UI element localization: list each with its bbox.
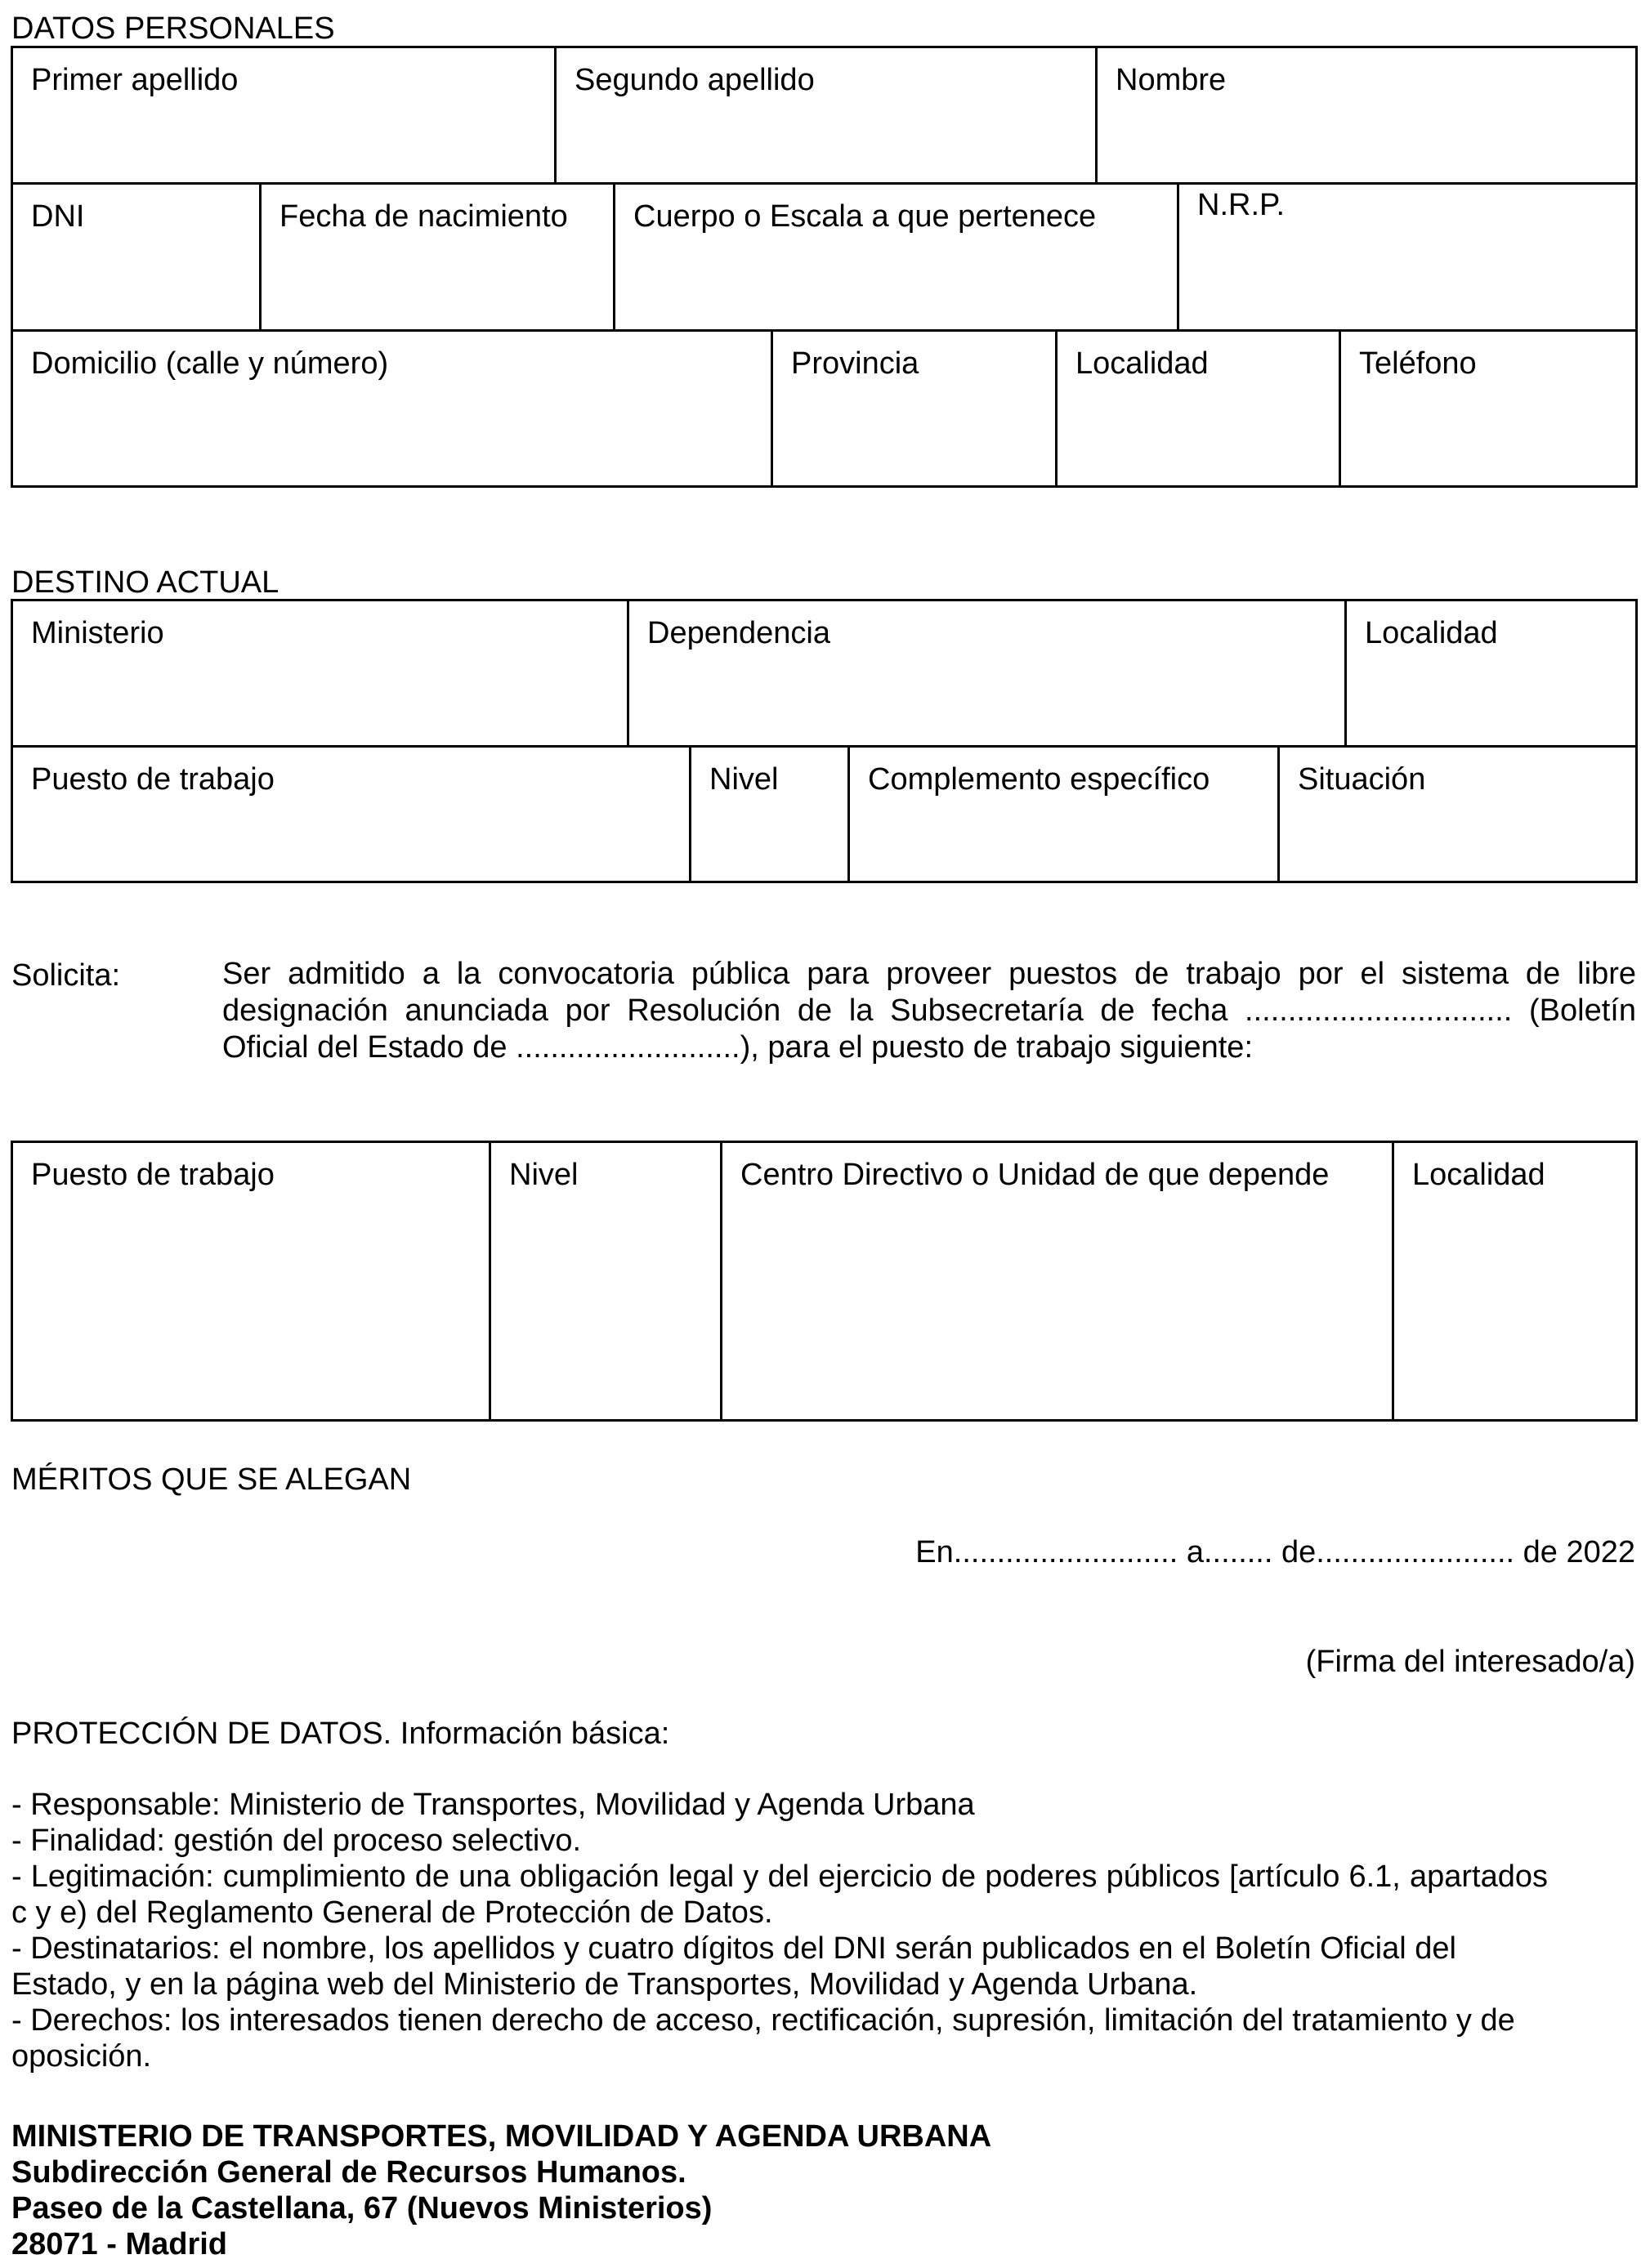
destino-actual-grid	[11, 599, 1638, 883]
field-localidad-destino[interactable]: Localidad	[1365, 616, 1498, 650]
section-title-datos-personales: DATOS PERSONALES	[11, 11, 335, 46]
proteccion-item-finalidad: - Finalidad: gestión del proceso selectivo.	[11, 1824, 582, 1858]
proteccion-item-derechos: - Derechos: los interesados tienen derecho de acceso, rectificación, supresión, limitación del tratamiento y de oposición.	[11, 2003, 1515, 2074]
footer-ciudad: 28071 - Madrid	[11, 2227, 227, 2261]
field-cuerpo-escala[interactable]: Cuerpo o Escala a que pertenece	[615, 185, 1179, 332]
datos-personales-grid	[11, 46, 1638, 488]
footer-ministerio: MINISTERIO DE TRANSPORTES, MOVILIDAD Y AGENDA URBANA	[11, 2119, 992, 2154]
lugar-fecha-line: En.......................... a........ de....................... de 2022	[915, 1535, 1635, 1569]
field-fecha-nacimiento[interactable]: Fecha de nacimiento	[262, 185, 615, 332]
field-complemento-especifico[interactable]: Complemento específico	[850, 748, 1280, 883]
field-nivel-actual[interactable]: Nivel	[691, 748, 850, 883]
proteccion-datos-list	[11, 1787, 1548, 2074]
field-nombre[interactable]: Nombre	[1116, 63, 1227, 97]
field-centro-directivo[interactable]: Centro Directivo o Unidad de que depende	[722, 1143, 1394, 1419]
field-dni[interactable]: DNI	[13, 185, 262, 332]
footer-address	[11, 2118, 991, 2262]
proteccion-datos-title: PROTECCIÓN DE DATOS. Información básica:	[11, 1717, 670, 1751]
datos-row-1	[13, 48, 1635, 182]
datos-row-3	[13, 329, 1635, 488]
destino-row-2	[13, 745, 1635, 883]
puesto-solicitado-grid	[11, 1141, 1638, 1422]
proteccion-item-responsable: - Responsable: Ministerio de Transportes, Movilidad y Agenda Urbana	[11, 1788, 975, 1822]
footer-direccion: Paseo de la Castellana, 67 (Nuevos Ministerios)	[11, 2191, 713, 2226]
field-nrp[interactable]: N.R.P.	[1197, 188, 1286, 222]
field-situacion[interactable]: Situación	[1298, 762, 1426, 797]
field-localidad[interactable]: Localidad	[1058, 332, 1341, 488]
field-localidad-solicitada[interactable]: Localidad	[1412, 1158, 1545, 1192]
field-domicilio[interactable]: Domicilio (calle y número)	[13, 332, 773, 488]
field-nivel-solicitado[interactable]: Nivel	[491, 1143, 722, 1419]
field-puesto-trabajo-solicitado[interactable]: Puesto de trabajo	[13, 1143, 491, 1419]
solicita-text: Ser admitido a la convocatoria pública para proveer puestos de trabajo por el sistema de libre designación anunciada por Resolución de la Subsecretaría de fecha ............................... (Boletín Oficial del Estado de ..........................), para el puesto de trabajo siguiente:	[222, 957, 1636, 1065]
section-title-destino-actual: DESTINO ACTUAL	[11, 565, 279, 600]
footer-subdireccion: Subdirección General de Recursos Humanos.	[11, 2155, 686, 2190]
datos-row-2	[13, 182, 1635, 332]
section-title-meritos: MÉRITOS QUE SE ALEGAN	[11, 1462, 412, 1497]
firma-label: (Firma del interesado/a)	[1305, 1645, 1635, 1679]
field-puesto-trabajo-actual[interactable]: Puesto de trabajo	[13, 748, 691, 883]
field-segundo-apellido[interactable]: Segundo apellido	[557, 48, 1098, 182]
proteccion-item-legitimacion: - Legitimación: cumplimiento de una obligación legal y del ejercicio de poderes públicos [artículo 6.1, apartados c y e) del Reglamento General de Protección de Datos.	[11, 1859, 1548, 1930]
proteccion-item-destinatarios: - Destinatarios: el nombre, los apellidos y cuatro dígitos del DNI serán publicados en el Boletín Oficial del Estado, y en la página web del Ministerio de Transportes, Movilidad y Agenda Urbana.	[11, 1931, 1456, 2002]
destino-row-1	[13, 601, 1635, 745]
field-provincia[interactable]: Provincia	[773, 332, 1058, 488]
field-telefono[interactable]: Teléfono	[1359, 346, 1477, 381]
field-primer-apellido[interactable]: Primer apellido	[13, 48, 557, 182]
field-dependencia[interactable]: Dependencia	[629, 601, 1347, 745]
solicita-label: Solicita:	[11, 958, 121, 993]
field-ministerio[interactable]: Ministerio	[13, 601, 629, 745]
puesto-row	[13, 1143, 1635, 1419]
